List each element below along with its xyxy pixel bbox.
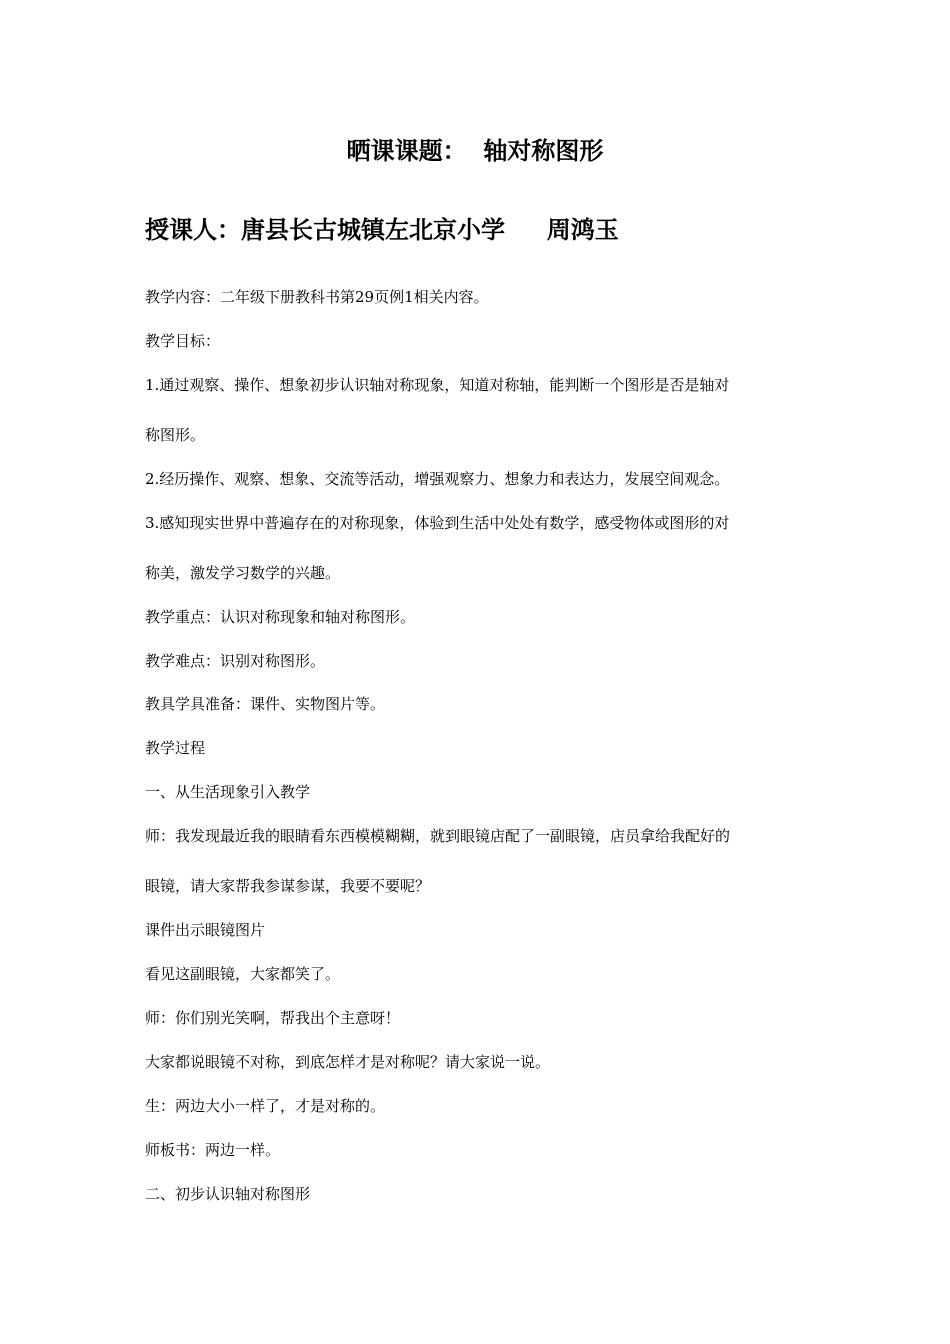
teaching-content: 教学内容：二年级下册教科书第29页例1相关内容。 <box>145 288 489 306</box>
class-discussion: 大家都说眼镜不对称，到底怎样才是对称呢？请大家说一说。 <box>145 1053 551 1071</box>
goal-3-line-1: 3.感知现实世界中普遍存在的对称现象，体验到生活中处处有数学，感受物体或图形的对 <box>145 514 730 532</box>
key-point: 教学重点：认识对称现象和轴对称图形。 <box>145 608 416 626</box>
teacher-speech-line-2: 眼镜，请大家帮我参谋参谋，我要不要呢？ <box>145 877 431 895</box>
board-writing: 师板书：两边一样。 <box>145 1141 281 1159</box>
difficult-point: 教学难点：识别对称图形。 <box>145 652 326 670</box>
goal-1-line-2: 称图形。 <box>145 426 206 444</box>
section-1-heading: 一、从生活现象引入教学 <box>145 783 311 801</box>
lesson-title: 晒课课题： 轴对称图形 <box>346 136 604 165</box>
class-reaction: 看见这副眼镜，大家都笑了。 <box>145 965 341 983</box>
teacher-speech-2: 师：你们别光笑啊，帮我出个主意呀！ <box>145 1009 401 1027</box>
teaching-goals-heading: 教学目标： <box>145 332 221 350</box>
courseware-note: 课件出示眼镜图片 <box>145 921 266 939</box>
goal-1-line-1: 1.通过观察、操作、想象初步认识轴对称现象，知道对称轴，能判断一个图形是否是轴对 <box>145 376 730 394</box>
teacher-line: 授课人：唐县长古城镇左北京小学 周鸿玉 <box>145 215 619 244</box>
section-2-heading: 二、初步认识轴对称图形 <box>145 1185 311 1203</box>
student-answer: 生：两边大小一样了，才是对称的。 <box>145 1097 386 1115</box>
goal-3-line-2: 称美，激发学习数学的兴趣。 <box>145 564 341 582</box>
teacher-speech-line-1: 师：我发现最近我的眼睛看东西模模糊糊，就到眼镜店配了一副眼镜，店员拿给我配好的 <box>145 827 731 845</box>
teaching-aids: 教具学具准备：课件、实物图片等。 <box>145 695 386 713</box>
teaching-process-heading: 教学过程 <box>145 739 206 757</box>
goal-2: 2.经历操作、观察、想象、交流等活动，增强观察力、想象力和表达力，发展空间观念。 <box>145 470 730 488</box>
